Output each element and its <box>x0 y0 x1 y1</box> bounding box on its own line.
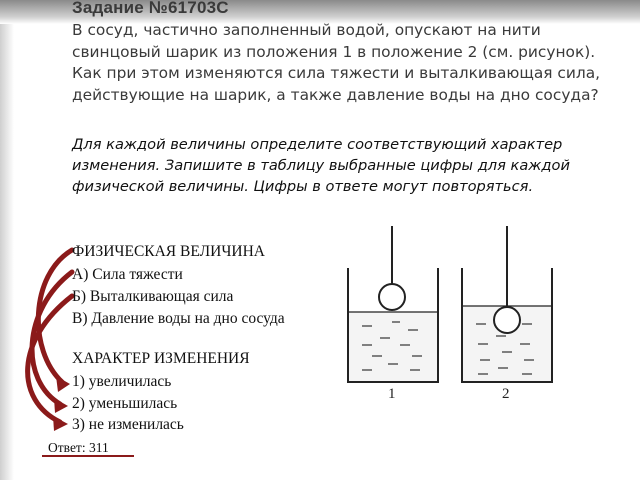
instruction-text: Для каждой величины определите соответствующий характер изменения. Запишите в таблицу выбранные цифры для каждой физической величины. Цифры в ответе могут повторяться. <box>72 136 570 195</box>
quantity-item: Б) Выталкивающая сила <box>72 288 234 305</box>
changes-heading: ХАРАКТЕР ИЗМЕНЕНИЯ <box>72 350 250 367</box>
answer-text: Ответ: 311 <box>48 440 109 455</box>
arrow-head-2 <box>54 398 68 413</box>
task-title: Задание №61703С <box>72 0 229 17</box>
vessel-2-label: 2 <box>502 386 510 402</box>
vessel-2 <box>462 226 552 402</box>
task-text: В сосуд, частично заполненный водой, опускают на нити свинцовый шарик из положения 1 в положение 2 (см. рисунок). Как при этом изменяются сила тяжести и выталкивающая сила, действующие на шарик, а также давление воды на дно сосуда? <box>72 21 601 104</box>
arrow-a-to-1 <box>38 250 72 382</box>
vessel-1 <box>348 226 438 402</box>
answer-underline <box>42 455 134 457</box>
vessel-1-label: 1 <box>388 386 396 402</box>
change-item: 1) увеличилась <box>72 373 172 390</box>
arrow-head-1 <box>56 376 70 392</box>
quantity-item: А) Сила тяжести <box>72 266 183 283</box>
ball-position-2 <box>494 307 520 333</box>
change-item: 3) не изменилась <box>72 416 184 433</box>
mapping-arrows <box>28 250 72 422</box>
arrow-heads <box>53 376 70 431</box>
arrow-head-3 <box>53 416 68 431</box>
quantities-heading: ФИЗИЧЕСКАЯ ВЕЛИЧИНА <box>72 243 265 260</box>
ball-position-1 <box>379 284 405 310</box>
quantity-item: В) Давление воды на дно сосуда <box>72 310 285 327</box>
change-item: 2) уменьшилась <box>72 395 178 412</box>
